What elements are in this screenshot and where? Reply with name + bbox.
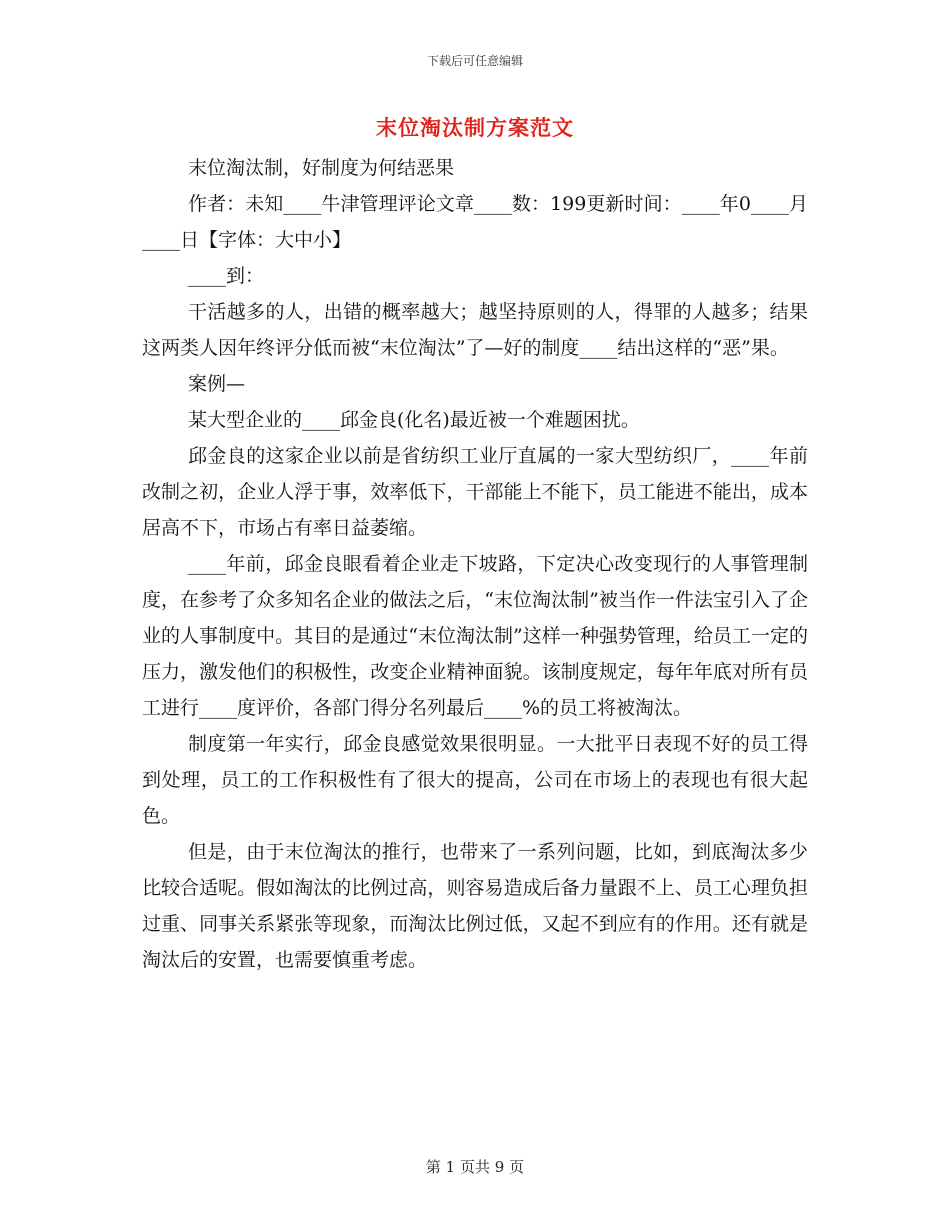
paragraph: 某大型企业的____邱金良(化名)最近被一个难题困扰。 bbox=[188, 409, 640, 431]
paragraph: 邱金良的这家企业以前是省纺织工业厅直属的一家大型纺织厂，____年前改制之初，企业人浮于事，效率低下，干部能上不能下，员工能进不能出，成本居高不下，市场占有率日益萎缩。 bbox=[142, 445, 808, 539]
paragraph: 制度第一年实行，邱金良感觉效果很明显。一大批平日表现不好的员工得到处理，员工的工作积极性有了很大的提高，公司在市场上的表现也有很大起色。 bbox=[142, 733, 808, 827]
page-header-note: 下载后可任意编辑 bbox=[426, 54, 523, 68]
paragraph: ____年前，邱金良眼看着企业走下坡路，下定决心改变现行的人事管理制度，在参考了众多知名企业的做法之后，“末位淘汰制”被当作一件法宝引入了企业的人事制度中。其目的是通过“末位淘汰制”这样一种强势管理，给员工一定的压力，激发他们的积极性，改变企业精神面貌。该制度规定，每年年底对所有员工进行____度评价，各部门得分名列最后____%的员工将被淘汰。 bbox=[142, 553, 808, 719]
paragraph-lead: 干活越多的人，出错的概率越大；越坚持原则的人，得罪的人越多；结果这两类人因年终评分低而被“末位淘汰”了—好的制度____结出这样的“恶”果。 bbox=[142, 301, 808, 359]
paragraph-byline: 作者：未知____牛津管理评论文章____数：199更新时间：____年0____月____日【字体：大中小】 bbox=[142, 193, 808, 251]
paragraph-case-heading: 案例— bbox=[188, 373, 246, 395]
document-title: 末位淘汰制方案范文 bbox=[376, 116, 574, 140]
paragraph-subtitle: 末位淘汰制，好制度为何结恶果 bbox=[188, 157, 455, 179]
paragraph-intro-short: ____到： bbox=[188, 265, 265, 287]
document-body bbox=[142, 150, 808, 978]
paragraph: 但是，由于末位淘汰的推行，也带来了一系列问题，比如，到底淘汰多少比较合适呢。假如淘汰的比例过高，则容易造成后备力量跟不上、员工心理负担过重、同事关系紧张等现象，而淘汰比例过低，又起不到应有的作用。还有就是淘汰后的安置，也需要慎重考虑。 bbox=[142, 841, 808, 971]
page-number-footer: 第 1 页共 9 页 bbox=[425, 1158, 525, 1176]
